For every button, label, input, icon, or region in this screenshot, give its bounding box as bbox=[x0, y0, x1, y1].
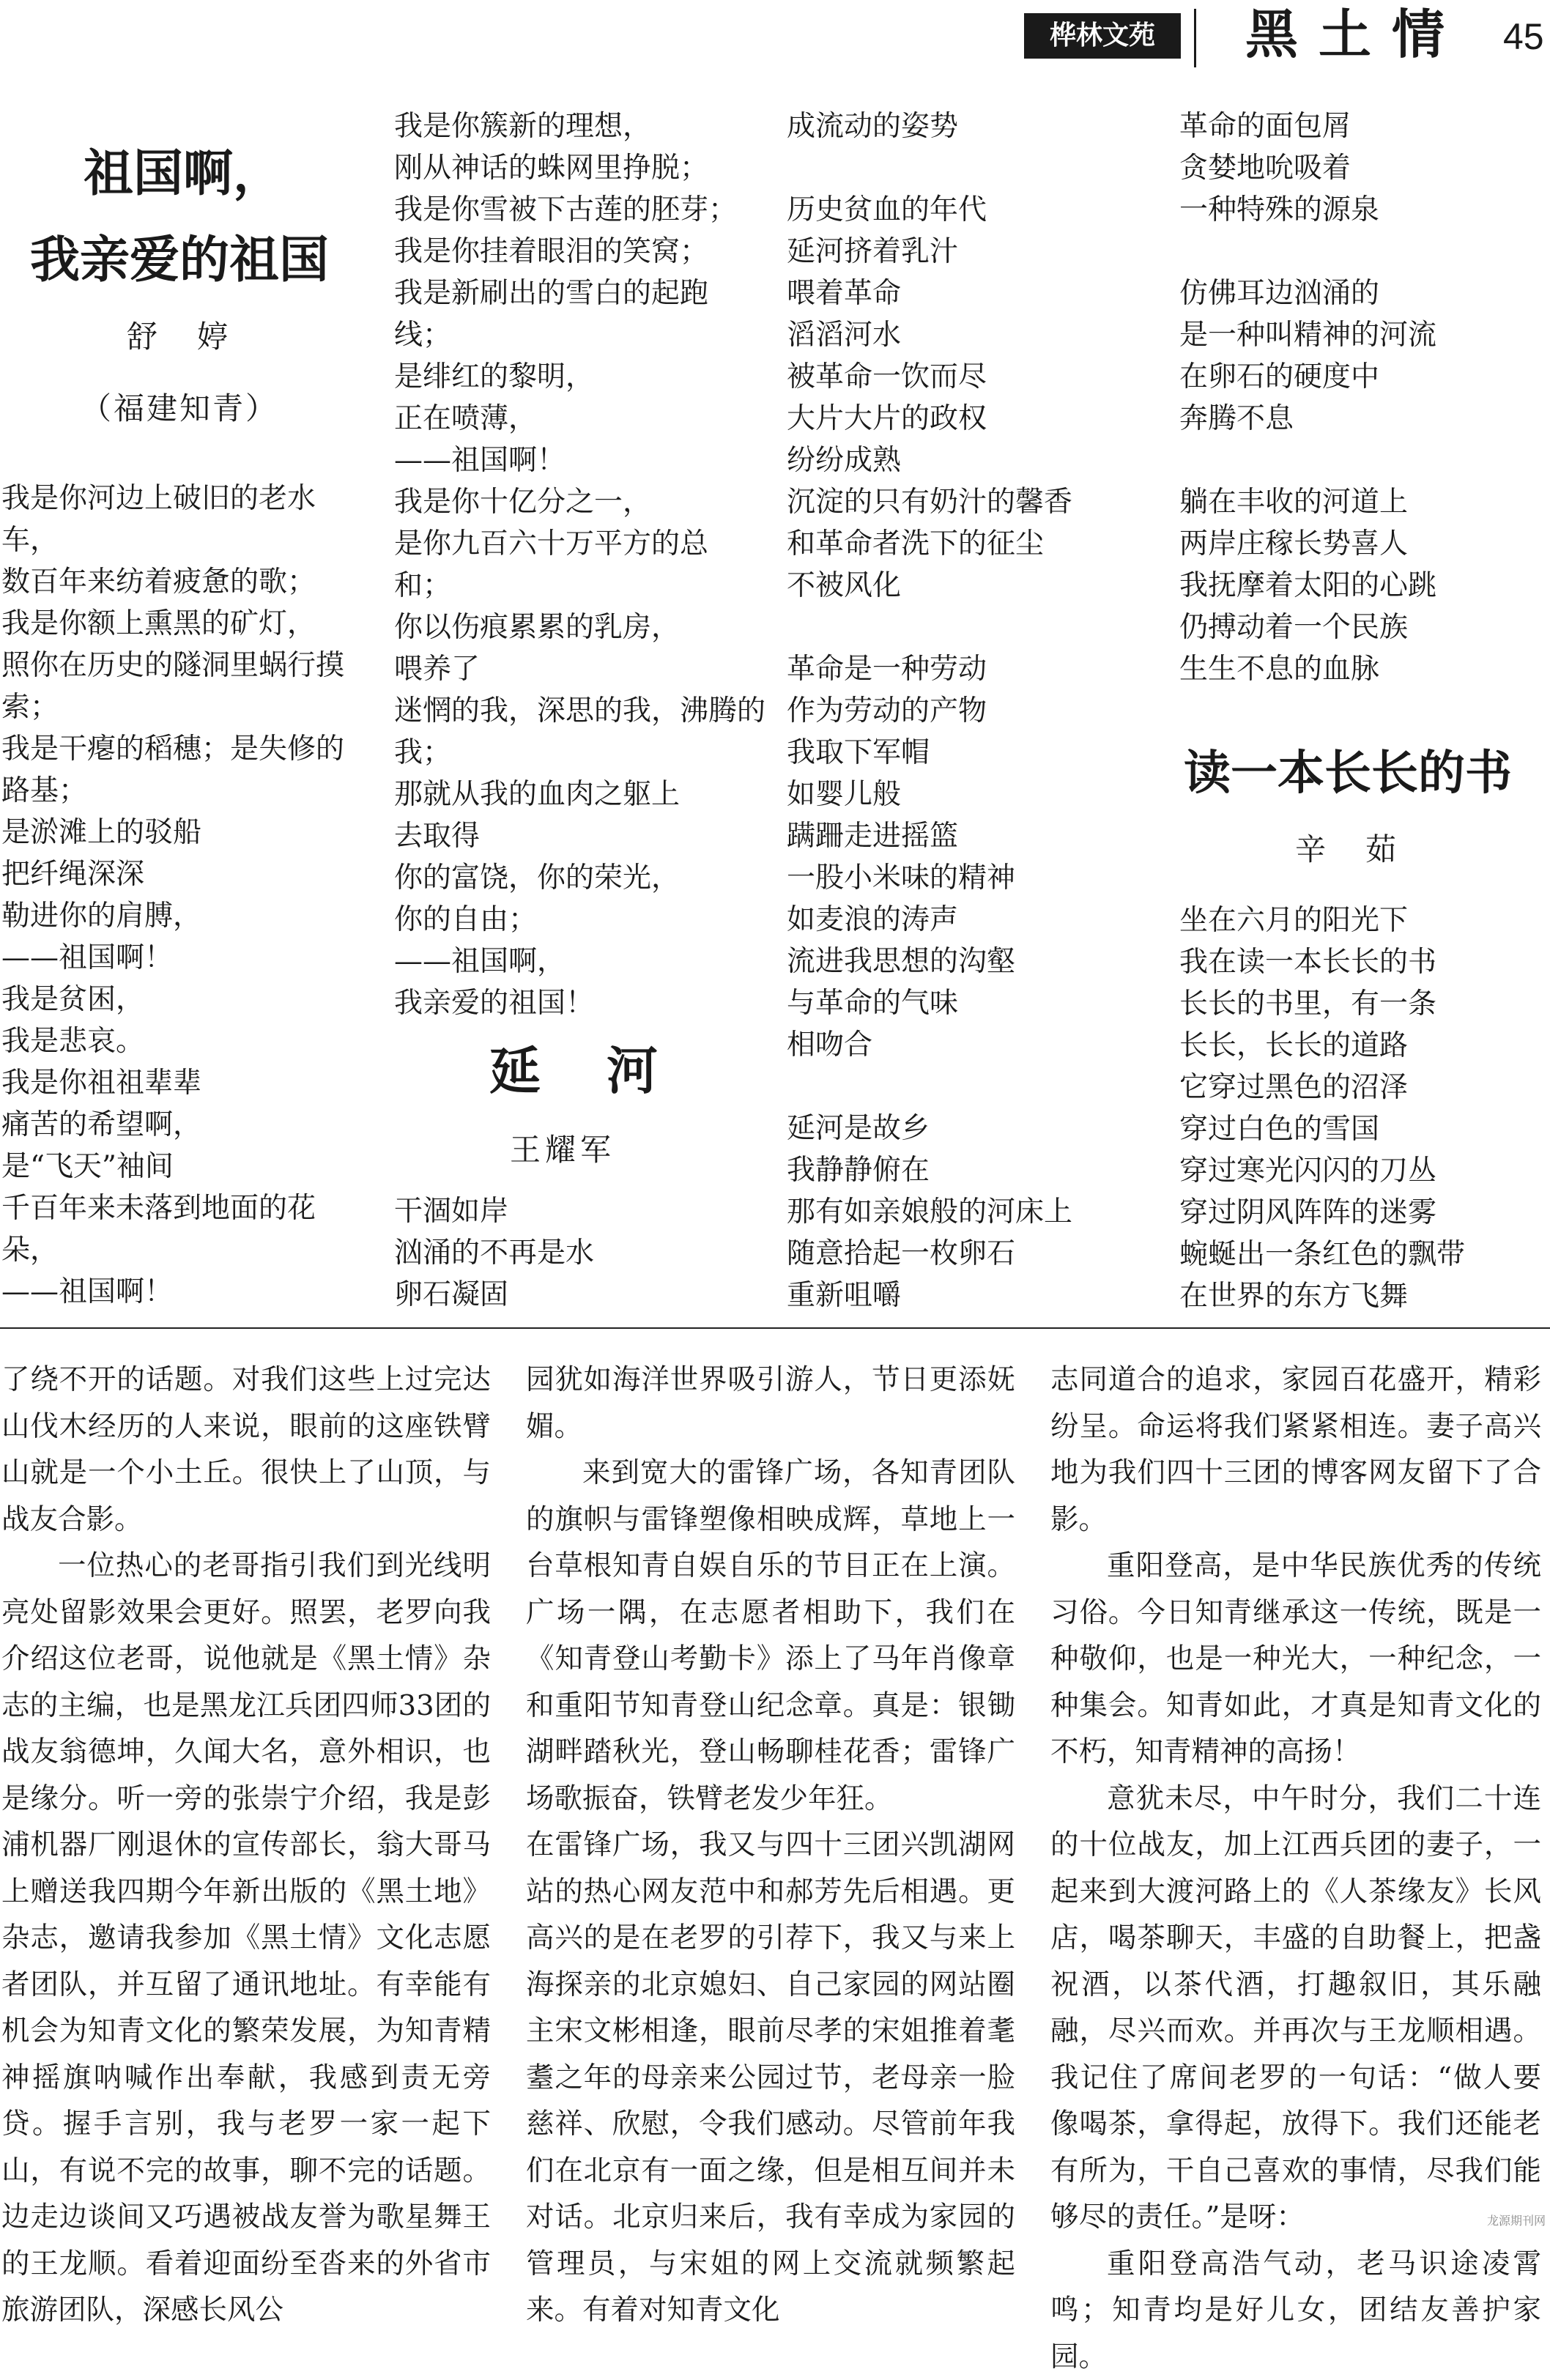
poem-line: 照你在历史的隧洞里蜗行摸 bbox=[1, 645, 344, 686]
poem-line: 不被风化 bbox=[787, 565, 1072, 607]
article-paragraph: 在雷锋广场，我又与四十三团兴凯湖网站的热心网友范中和郝芳先后相遇。更高兴的是在老罗的引荐下，我又与来上海探亲的北京媳妇、自己家园的网站圈主宋文彬相逢，眼前尽孝的宋姐推着耄耋之年的母亲来公园过节，老母亲一脸慈祥、欣慰，令我们感动。尽管前年我们在北京有一面之缘，但是相互间并未对话。北京归来后，我有幸成为家园的管理员，与宋姐的网上交流就频繁起来。有着对知青文化 bbox=[526, 1822, 1015, 2334]
poem-line: 你以伤痕累累的乳房， bbox=[394, 607, 765, 648]
poem-line: 正在喷薄， bbox=[394, 398, 765, 440]
article-paragraph: 了绕不开的话题。对我们这些上过完达山伐木经历的人来说，眼前的这座铁臂山就是一个小土丘。很快上了山顶，与战友合影。 bbox=[1, 1357, 491, 1543]
poem-line: 喂养了 bbox=[394, 648, 765, 690]
poem-line: 贪婪地吮吸着 bbox=[1179, 147, 1436, 189]
poem-line: 革命是一种劳动 bbox=[787, 648, 1072, 690]
poem-line: 卵石凝固 bbox=[394, 1274, 594, 1316]
poem-line: 延河是故乡 bbox=[787, 1108, 1072, 1149]
poem-line: 痛苦的希望啊， bbox=[1, 1104, 344, 1146]
poem-line bbox=[787, 1066, 1072, 1108]
poem-line: 纷纷成熟 bbox=[787, 440, 1072, 481]
poem-line: 索； bbox=[1, 686, 344, 728]
poem-line: 在世界的东方飞舞 bbox=[1179, 1275, 1465, 1317]
header-divider bbox=[1194, 9, 1196, 67]
poem-line: 刚从神话的蛛网里挣脱； bbox=[394, 147, 765, 189]
article-paragraph: 来到宽大的雷锋广场，各知青团队的旗帜与雷锋塑像相映成辉，草地上一台草根知青自娱自乐的节目正在上演。广场一隅，在志愿者相助下，我们在《知青登山考勤卡》添上了马年肖像章和重阳节知青登山纪念章。真是：银锄湖畔踏秋光，登山畅聊桂花香；雷锋广场歌振奋，铁臂老发少年狂。 bbox=[526, 1450, 1015, 1822]
poem1-title-line1: 祖国啊， bbox=[0, 147, 366, 201]
poem-line: 我是你挂着眼泪的笑窝； bbox=[394, 231, 765, 273]
poem-line: 汹涌的不再是水 bbox=[394, 1232, 594, 1274]
poem-line: 那有如亲娘般的河床上 bbox=[787, 1191, 1072, 1233]
poem-line: 是“飞天”袖间 bbox=[1, 1146, 344, 1187]
poem-line: 我静静俯在 bbox=[787, 1149, 1072, 1191]
poem-line: ——祖国啊， bbox=[394, 941, 765, 982]
article-column-1 bbox=[1, 1357, 491, 2334]
poem-line: 奔腾不息 bbox=[1179, 398, 1436, 440]
poem-line: 成流动的姿势 bbox=[787, 105, 1072, 147]
poem-line: 我抚摩着太阳的心跳 bbox=[1179, 565, 1436, 607]
poem1-author: 舒 婷 bbox=[0, 315, 359, 359]
poem-line: 千百年来未落到地面的花 bbox=[1, 1187, 344, 1229]
poem-line: 它穿过黑色的沼泽 bbox=[1179, 1067, 1465, 1108]
poem-line: 和； bbox=[394, 565, 765, 607]
article-column-3 bbox=[1050, 1357, 1541, 2380]
poem-line: 革命的面包屑 bbox=[1179, 105, 1436, 147]
poem-line: 喂着革命 bbox=[787, 273, 1072, 314]
poem-line: 是绯红的黎明， bbox=[394, 356, 765, 398]
poem-line: 把纤绳深深 bbox=[1, 853, 344, 895]
poem2-column-4 bbox=[1179, 105, 1436, 690]
poem-line: 穿过白色的雪国 bbox=[1179, 1108, 1465, 1150]
poem-line: 大片大片的政权 bbox=[787, 398, 1072, 440]
poem2-author: 王耀军 bbox=[394, 1128, 731, 1172]
poem-line: 重新咀嚼 bbox=[787, 1275, 1072, 1316]
article-paragraph: 一位热心的老哥指引我们到光线明亮处留影效果会更好。照罢，老罗向我介绍这位老哥，说他就是《黑土情》杂志的主编，也是黑龙江兵团四师33团的战友翁德坤，久闻大名，意外相识，也是缘分。听一旁的张崇宁介绍，我是彭浦机器厂刚退休的宣传部长，翁大哥马上赠送我四期今年新出版的《黑土地》杂志，邀请我参加《黑土情》文化志愿者团队，并互留了通讯地址。有幸能有机会为知青文化的繁荣发展，为知青精神摇旗呐喊作出奉献，我感到责无旁贷。握手言别，我与老罗一家一起下山，有说不完的故事，聊不完的话题。边走边谈间又巧遇被战友誉为歌星舞王的王龙顺。看着迎面纷至沓来的外省市旅游团队，深感长风公 bbox=[1, 1543, 491, 2334]
article-paragraph: 志同道合的追求，家园百花盛开，精彩纷呈。命运将我们紧紧相连。妻子高兴地为我们四十三团的博客网友留下了合影。 bbox=[1050, 1357, 1541, 1543]
poem-line: 是淤滩上的驳船 bbox=[1, 812, 344, 853]
poem-line: 历史贫血的年代 bbox=[787, 189, 1072, 231]
poem-line: 被革命一饮而尽 bbox=[787, 356, 1072, 398]
poem-line: 随意拾起一枚卵石 bbox=[787, 1233, 1072, 1275]
poem-line: 沉淀的只有奶汁的馨香 bbox=[787, 481, 1072, 523]
watermark: 龙源期刊网 bbox=[1487, 2212, 1546, 2228]
poem3-author: 辛 茹 bbox=[1172, 828, 1524, 872]
poem-line: 延河挤着乳汁 bbox=[787, 231, 1072, 273]
poem-line: 滔滔河水 bbox=[787, 314, 1072, 356]
poem-line: 相吻合 bbox=[787, 1024, 1072, 1066]
poem-line: 长长，长长的道路 bbox=[1179, 1025, 1465, 1067]
poem-line: ——祖国啊！ bbox=[394, 440, 765, 481]
poem-line: 如婴儿般 bbox=[787, 774, 1072, 815]
poem-line: 我是你额上熏黑的矿灯， bbox=[1, 603, 344, 645]
poem-line: 线； bbox=[394, 314, 765, 356]
poem-line: 仿佛耳边汹涌的 bbox=[1179, 273, 1436, 314]
poem-line: 我取下军帽 bbox=[787, 732, 1072, 774]
poem-line: 我是你河边上破旧的老水 bbox=[1, 478, 344, 519]
poem2-column-3 bbox=[787, 105, 1072, 1316]
poem-line: 一股小米味的精神 bbox=[787, 857, 1072, 899]
poem-line: 我是你雪被下古莲的胚芽； bbox=[394, 189, 765, 231]
poem-line: 坐在六月的阳光下 bbox=[1179, 900, 1465, 941]
poem-line bbox=[1179, 231, 1436, 273]
poem-line: 我是贫困， bbox=[1, 979, 344, 1020]
poem-line: 是一种叫精神的河流 bbox=[1179, 314, 1436, 356]
page-number: 45 bbox=[1503, 15, 1544, 59]
magazine-name: 黑土情 bbox=[1245, 1, 1465, 67]
poem-line: 去取得 bbox=[394, 815, 765, 857]
poem2-title: 延 河 bbox=[394, 1040, 760, 1102]
article-paragraph: 园犹如海洋世界吸引游人，节日更添妩媚。 bbox=[526, 1357, 1015, 1450]
poem3-body bbox=[1179, 900, 1465, 1317]
poem-line: 路基； bbox=[1, 770, 344, 812]
poem1-column-1 bbox=[1, 478, 344, 1313]
poem-line: 躺在丰收的河道上 bbox=[1179, 481, 1436, 523]
poem-line: 勒进你的肩膊， bbox=[1, 895, 344, 937]
poem-line: 我是干瘪的稻穗；是失修的 bbox=[1, 728, 344, 770]
poem-line: 在卵石的硬度中 bbox=[1179, 356, 1436, 398]
page-header bbox=[0, 0, 1550, 81]
poem-line: 我是你十亿分之一， bbox=[394, 481, 765, 523]
poem-line: 蹒跚走进摇篮 bbox=[787, 815, 1072, 857]
poem-line bbox=[1179, 440, 1436, 481]
poem1-title-line2: 我亲爱的祖国 bbox=[0, 233, 359, 287]
poem-line: 我； bbox=[394, 732, 765, 774]
poem-line bbox=[787, 147, 1072, 189]
section-divider bbox=[0, 1327, 1550, 1329]
poem-line: 生生不息的血脉 bbox=[1179, 648, 1436, 690]
poem1-column-2 bbox=[394, 105, 765, 1024]
poem-line: 你的富饶，你的荣光， bbox=[394, 857, 765, 899]
poem-line: 穿过阴风阵阵的迷雾 bbox=[1179, 1192, 1465, 1234]
poem-line bbox=[787, 607, 1072, 648]
poem-line: 与革命的气味 bbox=[787, 982, 1072, 1024]
poem-line: ——祖国啊！ bbox=[1, 1271, 344, 1313]
poem-line: 一种特殊的源泉 bbox=[1179, 189, 1436, 231]
poem-line: ——祖国啊！ bbox=[1, 937, 344, 979]
poem-line: 我亲爱的祖国！ bbox=[394, 982, 765, 1024]
poem-line: 你的自由； bbox=[394, 899, 765, 941]
poem-line: 我在读一本长长的书 bbox=[1179, 941, 1465, 983]
poem-line: 我是悲哀。 bbox=[1, 1020, 344, 1062]
poem-line: 朵， bbox=[1, 1229, 344, 1271]
article-paragraph: 意犹未尽，中午时分，我们二十连的十位战友，加上江西兵团的妻子，一起来到大渡河路上的《人茶缘友》长风店，喝茶聊天，丰盛的自助餐上，把盏祝酒，以茶代酒，打趣叙旧，其乐融融，尽兴而欢。并再次与王龙顺相遇。我记住了席间老罗的一句话：“做人要像喝茶，拿得起，放得下。我们还能老有所为，干自己喜欢的事情，尽我们能够尽的责任。”是呀： bbox=[1050, 1776, 1541, 2241]
poem-line: 流进我思想的沟壑 bbox=[787, 941, 1072, 982]
poem-line: 那就从我的血肉之躯上 bbox=[394, 774, 765, 815]
poem-line: 两岸庄稼长势喜人 bbox=[1179, 523, 1436, 565]
poem1-note: （福建知青） bbox=[0, 387, 359, 431]
poem-line: 长长的书里，有一条 bbox=[1179, 983, 1465, 1025]
poem-line: 迷惘的我，深思的我，沸腾的 bbox=[394, 690, 765, 732]
poem-line: 如麦浪的涛声 bbox=[787, 899, 1072, 941]
article-paragraph: 重阳登高浩气动，老马识途凌霄鸣；知青均是好儿女，团结友善护家园。 bbox=[1050, 2241, 1541, 2380]
poem-line: 车， bbox=[1, 519, 344, 561]
section-tag: 桦林文苑 bbox=[1024, 13, 1181, 59]
poem3-title: 读一本长长的书 bbox=[1172, 743, 1524, 804]
poem-line: 我是新刷出的雪白的起跑 bbox=[394, 273, 765, 314]
poem-line: 穿过寒光闪闪的刀丛 bbox=[1179, 1150, 1465, 1192]
poem-line: 和革命者洗下的征尘 bbox=[787, 523, 1072, 565]
poem-line: 作为劳动的产物 bbox=[787, 690, 1072, 732]
poem-line: 数百年来纺着疲惫的歌； bbox=[1, 561, 344, 603]
poem-line: 干涸如岸 bbox=[394, 1190, 594, 1232]
article-column-2 bbox=[526, 1357, 1015, 2334]
poem-line: 我是你簇新的理想， bbox=[394, 105, 765, 147]
poem-line: 是你九百六十万平方的总 bbox=[394, 523, 765, 565]
article-paragraph: 重阳登高，是中华民族优秀的传统习俗。今日知青继承这一传统，既是一种敬仰，也是一种光大，一种纪念，一种集会。知青如此，才真是知青文化的不朽，知青精神的高扬！ bbox=[1050, 1543, 1541, 1776]
poem2-column-2 bbox=[394, 1190, 594, 1316]
poem-line: 我是你祖祖辈辈 bbox=[1, 1062, 344, 1104]
poem-line: 仍搏动着一个民族 bbox=[1179, 607, 1436, 648]
poem-line: 蜿蜒出一条红色的飘带 bbox=[1179, 1234, 1465, 1275]
